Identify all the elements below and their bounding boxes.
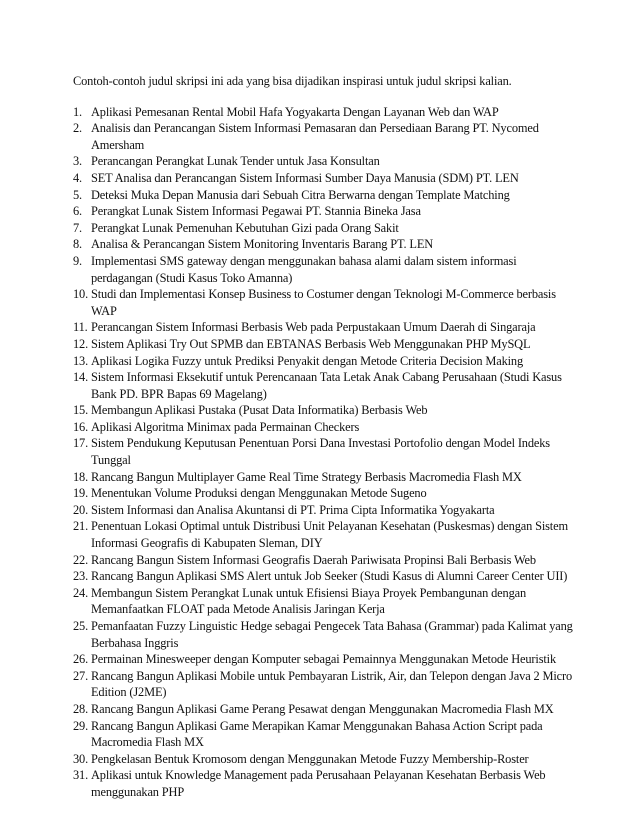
list-item-text: Rancang Bangun Aplikasi Game Perang Pesawat dengan Menggunakan Macromedia Flash MX: [91, 701, 554, 716]
list-item-number: 30.: [73, 751, 89, 766]
list-item-text: Sistem Pendukung Keputusan Penentuan Porsi Dana Investasi Portofolio dengan Model Indeks Tunggal: [91, 436, 550, 468]
list-item-number: 19.: [73, 486, 89, 501]
list-item-text: Menentukan Volume Produksi dengan Menggunakan Metode Sugeno: [91, 486, 427, 501]
list-item-number: 4.: [73, 170, 82, 185]
list-item: [73, 469, 573, 486]
list-item-number: 23.: [73, 569, 89, 584]
list-item-text: Perancangan Perangkat Lunak Tender untuk Jasa Konsultan: [91, 154, 380, 169]
list-item-text: Membangun Aplikasi Pustaka (Pusat Data Informatika) Berbasis Web: [91, 403, 428, 418]
list-item: [73, 585, 573, 618]
list-item-number: 31.: [73, 768, 89, 783]
list-item-text: Perancangan Sistem Informasi Berbasis Web pada Perpustakaan Umum Daerah di Singaraja: [91, 320, 536, 335]
list-item-number: 26.: [73, 652, 89, 667]
thesis-title-list: [73, 104, 573, 801]
list-item-number: 11.: [73, 320, 88, 335]
list-item: [73, 651, 573, 668]
list-item: [73, 767, 573, 800]
list-item-text: Rancang Bangun Sistem Informasi Geografis Daerah Pariwisata Propinsi Bali Berbasis Web: [91, 552, 536, 567]
list-item: [73, 319, 573, 336]
list-item: [73, 518, 573, 551]
list-item-number: 14.: [73, 370, 89, 385]
list-item-number: 8.: [73, 237, 82, 252]
list-item: [73, 369, 573, 402]
list-item-text: Implementasi SMS gateway dengan menggunakan bahasa alami dalam sistem informasi perdagangan (Studi Kasus Toko Amanna): [91, 253, 517, 285]
list-item: [73, 153, 573, 170]
list-item-number: 24.: [73, 585, 89, 600]
list-item-number: 3.: [73, 154, 82, 169]
list-item: [73, 170, 573, 187]
list-item: [73, 751, 573, 768]
list-item-number: 1.: [73, 104, 82, 119]
list-item: [73, 336, 573, 353]
list-item-text: Analisa & Perancangan Sistem Monitoring Inventaris Barang PT. LEN: [91, 237, 434, 252]
list-item-text: Perangkat Lunak Pemenuhan Kebutuhan Gizi pada Orang Sakit: [91, 220, 399, 235]
list-item-text: Sistem Informasi dan Analisa Akuntansi di PT. Prima Cipta Informatika Yogyakarta: [91, 502, 495, 517]
list-item-number: 15.: [73, 403, 89, 418]
list-item: [73, 419, 573, 436]
list-item-number: 27.: [73, 668, 89, 683]
list-item-number: 7.: [73, 220, 82, 235]
list-item: [73, 485, 573, 502]
list-item-number: 20.: [73, 502, 89, 517]
list-item: [73, 402, 573, 419]
list-item: [73, 203, 573, 220]
list-item: [73, 104, 573, 121]
list-item-text: Membangun Sistem Perangkat Lunak untuk Efisiensi Biaya Proyek Pembangunan dengan Memanfaatkan FLOAT pada Metode Analisis Jaringan Kerja: [91, 585, 527, 617]
list-item: [73, 502, 573, 519]
list-item-text: Aplikasi Logika Fuzzy untuk Prediksi Penyakit dengan Metode Criteria Decision Making: [91, 353, 524, 368]
list-item-text: SET Analisa dan Perancangan Sistem Informasi Sumber Daya Manusia (SDM) PT. LEN: [91, 170, 519, 185]
list-item: [73, 718, 573, 751]
list-item: [73, 286, 573, 319]
list-item-number: 10.: [73, 287, 89, 302]
list-item-text: Permainan Minesweeper dengan Komputer sebagai Pemainnya Menggunakan Metode Heuristik: [91, 652, 556, 667]
list-item-number: 12.: [73, 336, 89, 351]
list-item: [73, 220, 573, 237]
list-item: [73, 187, 573, 204]
document-body: [73, 73, 573, 801]
list-item-number: 22.: [73, 552, 89, 567]
list-item-number: 16.: [73, 419, 89, 434]
list-item-text: Pengkelasan Bentuk Kromosom dengan Menggunakan Metode Fuzzy Membership-Roster: [91, 751, 529, 766]
list-item-text: Studi dan Implementasi Konsep Business to Costumer dengan Teknologi M-Commerce berbasis WAP: [91, 287, 556, 318]
list-item-text: Rancang Bangun Multiplayer Game Real Time Strategy Berbasis Macromedia Flash MX: [91, 469, 522, 484]
list-item-number: 13.: [73, 353, 89, 368]
list-item-text: Pemanfaatan Fuzzy Linguistic Hedge sebagai Pengecek Tata Bahasa (Grammar) pada Kalimat yang Berbahasa Inggris: [91, 619, 573, 650]
list-item-text: Deteksi Muka Depan Manusia dari Sebuah Citra Berwarna dengan Template Matching: [91, 187, 510, 202]
list-item-text: Perangkat Lunak Sistem Informasi Pegawai PT. Stannia Bineka Jasa: [91, 204, 421, 219]
list-item: [73, 236, 573, 253]
list-item-number: 21.: [73, 519, 89, 534]
list-item-text: Sistem Informasi Eksekutif untuk Perencanaan Tata Letak Anak Cabang Perusahaan (Studi Kasus Bank PD. BPR Bapas 69 Magelang): [91, 370, 562, 401]
list-item-text: Sistem Aplikasi Try Out SPMB dan EBTANAS Berbasis Web Menggunakan PHP MySQL: [91, 336, 531, 351]
list-item: [73, 618, 573, 651]
list-item-text: Rancang Bangun Aplikasi Mobile untuk Pembayaran Listrik, Air, dan Telepon dengan Java 2 Micro Edition (J2ME): [91, 668, 573, 700]
list-item-text: Rancang Bangun Aplikasi SMS Alert untuk Job Seeker (Studi Kasus di Alumni Career Center UII): [91, 569, 568, 584]
list-item: [73, 435, 573, 468]
list-item-text: Aplikasi Algoritma Minimax pada Permainan Checkers: [91, 419, 360, 434]
list-item: [73, 568, 573, 585]
list-item: [73, 701, 573, 718]
list-item-text: Aplikasi untuk Knowledge Management pada Perusahaan Pelayanan Kesehatan Berbasis Web menggunakan PHP: [91, 768, 546, 799]
list-item-number: 9.: [73, 253, 82, 268]
list-item-text: Aplikasi Pemesanan Rental Mobil Hafa Yogyakarta Dengan Layanan Web dan WAP: [91, 104, 499, 119]
list-item-number: 6.: [73, 204, 82, 219]
list-item-text: Analisis dan Perancangan Sistem Informasi Pemasaran dan Persediaan Barang PT. Nycomed Amersham: [91, 121, 539, 152]
list-item-number: 18.: [73, 469, 89, 484]
list-item-number: 28.: [73, 701, 89, 716]
intro-paragraph: Contoh-contoh judul skripsi ini ada yang bisa dijadikan inspirasi untuk judul skripsi kalian.: [73, 74, 512, 88]
list-item-text: Penentuan Lokasi Optimal untuk Distribusi Unit Pelayanan Kesehatan (Puskesmas) dengan Sistem Informasi Geografis di Kabupaten Sleman, DIY: [91, 519, 568, 551]
list-item: [73, 353, 573, 370]
list-item-number: 5.: [73, 187, 82, 202]
list-item-number: 2.: [73, 121, 82, 136]
list-item: [73, 120, 573, 153]
list-item-number: 29.: [73, 718, 89, 733]
list-item: [73, 552, 573, 569]
list-item: [73, 253, 573, 286]
list-item-number: 17.: [73, 436, 89, 451]
list-item-text: Rancang Bangun Aplikasi Game Merapikan Kamar Menggunakan Bahasa Action Script pada Macromedia Flash MX: [91, 718, 543, 750]
list-item: [73, 668, 573, 701]
list-item-number: 25.: [73, 619, 89, 633]
